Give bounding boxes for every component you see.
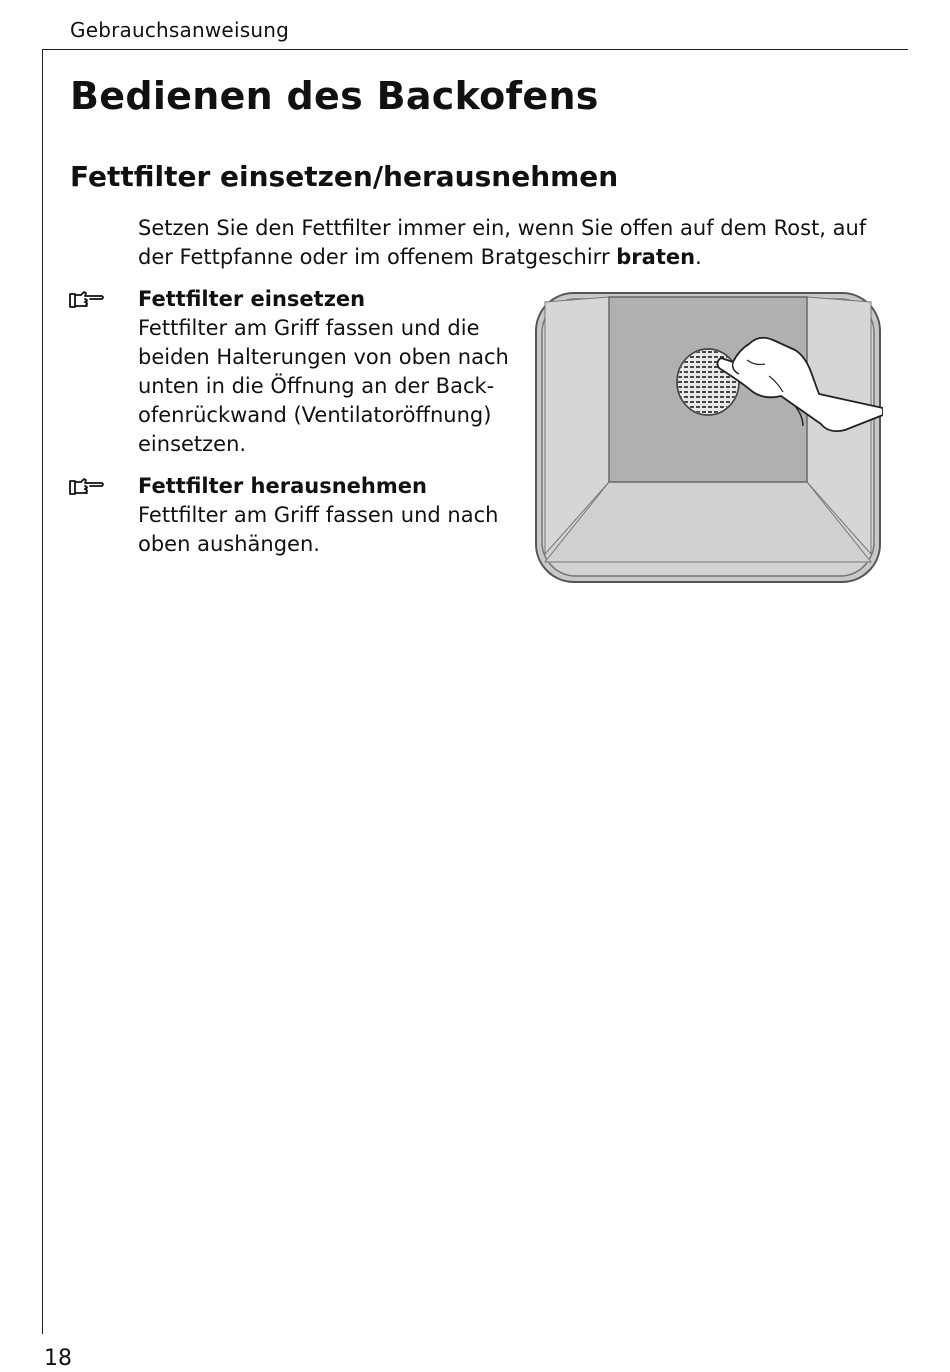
step-line: unten in die Öffnung an der Back-: [138, 374, 495, 398]
page-title: Bedienen des Backofens: [70, 74, 599, 118]
margin-rule: [42, 49, 43, 1334]
intro-text-end: .: [695, 245, 702, 269]
intro-emphasis: braten: [616, 245, 696, 269]
step-line: Fettfilter am Griff fassen und die: [138, 316, 480, 340]
step-title: Fettfilter einsetzen: [138, 287, 366, 311]
page-number: 18: [44, 1346, 72, 1371]
intro-paragraph: [138, 214, 898, 272]
step-line: oben aushängen.: [138, 532, 320, 556]
pointing-hand-icon: [68, 289, 106, 311]
running-header: Gebrauchsanweisung: [70, 18, 289, 42]
intro-text: Setzen Sie den Fettfilter immer ein, wenn Sie offen auf dem Rost, auf der Fettpfanne oder im offenem Bratgeschirr: [138, 216, 867, 269]
section-title: Fettfilter einsetzen/herausnehmen: [70, 160, 619, 193]
oven-interior-illustration: [533, 290, 883, 585]
step-insert: [138, 285, 518, 459]
step-remove: [138, 472, 518, 559]
header-rule: [42, 49, 908, 50]
step-line: ofenrückwand (Ventilatoröffnung): [138, 403, 492, 427]
step-line: beiden Halterungen von oben nach: [138, 345, 509, 369]
step-title: Fettfilter herausnehmen: [138, 474, 427, 498]
step-line: Fettfilter am Griff fassen und nach: [138, 503, 499, 527]
pointing-hand-icon: [68, 476, 106, 498]
step-line: einsetzen.: [138, 432, 247, 456]
